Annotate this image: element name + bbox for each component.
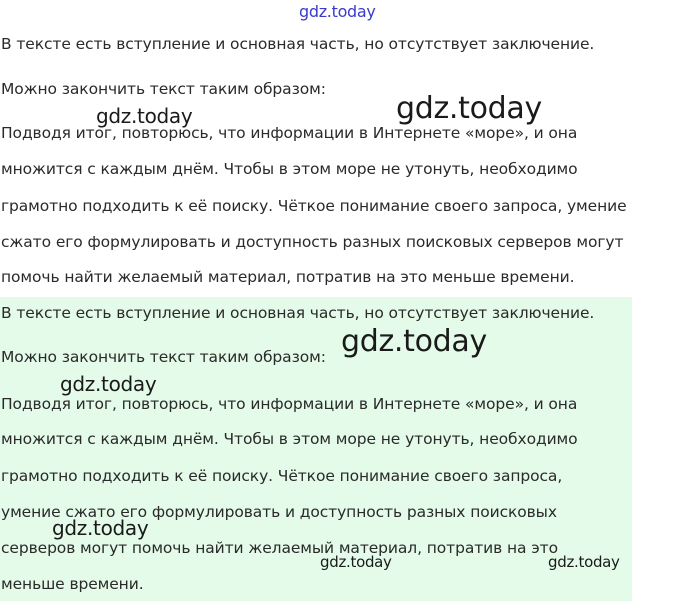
watermark: gdz.today [96, 104, 193, 128]
text-line: множится с каждым днём. Чтобы в этом море не утонуть, необходимо [1, 430, 578, 448]
text-line: серверов могут помочь найти желаемый материал, потратив на это [1, 539, 558, 557]
watermark: gdz.today [548, 553, 620, 571]
watermark: gdz.today [52, 516, 149, 540]
text-line: помочь найти желаемый материал, потратив на это меньше времени. [1, 268, 575, 286]
text-line: В тексте есть вступление и основная часть, но отсутствует заключение. [1, 35, 595, 53]
text-line: сжато его формулировать и доступность разных поисковых серверов могут [1, 233, 624, 251]
watermark: gdz.today [299, 2, 376, 21]
text-line: умение сжато его формулировать и доступность разных поисковых [1, 503, 557, 521]
text-line: Подводя итог, повторюсь, что информации в Интернете «море», и она [1, 395, 578, 413]
text-line: грамотно подходить к её поиску. Чёткое понимание своего запроса, умение [1, 197, 627, 215]
watermark: gdz.today [341, 324, 487, 359]
text-line: В тексте есть вступление и основная часть, но отсутствует заключение. [1, 304, 595, 322]
text-line: Подводя итог, повторюсь, что информации в Интернете «море», и она [1, 124, 578, 142]
watermark: gdz.today [60, 372, 157, 396]
text-line: Можно закончить текст таким образом: [1, 348, 326, 366]
watermark: gdz.today [396, 91, 542, 126]
text-line: Можно закончить текст таким образом: [1, 80, 326, 98]
text-line: множится с каждым днём. Чтобы в этом море не утонуть, необходимо [1, 160, 578, 178]
text-line: меньше времени. [1, 575, 144, 593]
text-line: грамотно подходить к её поиску. Чёткое понимание своего запроса, [1, 467, 563, 485]
watermark: gdz.today [320, 553, 392, 571]
